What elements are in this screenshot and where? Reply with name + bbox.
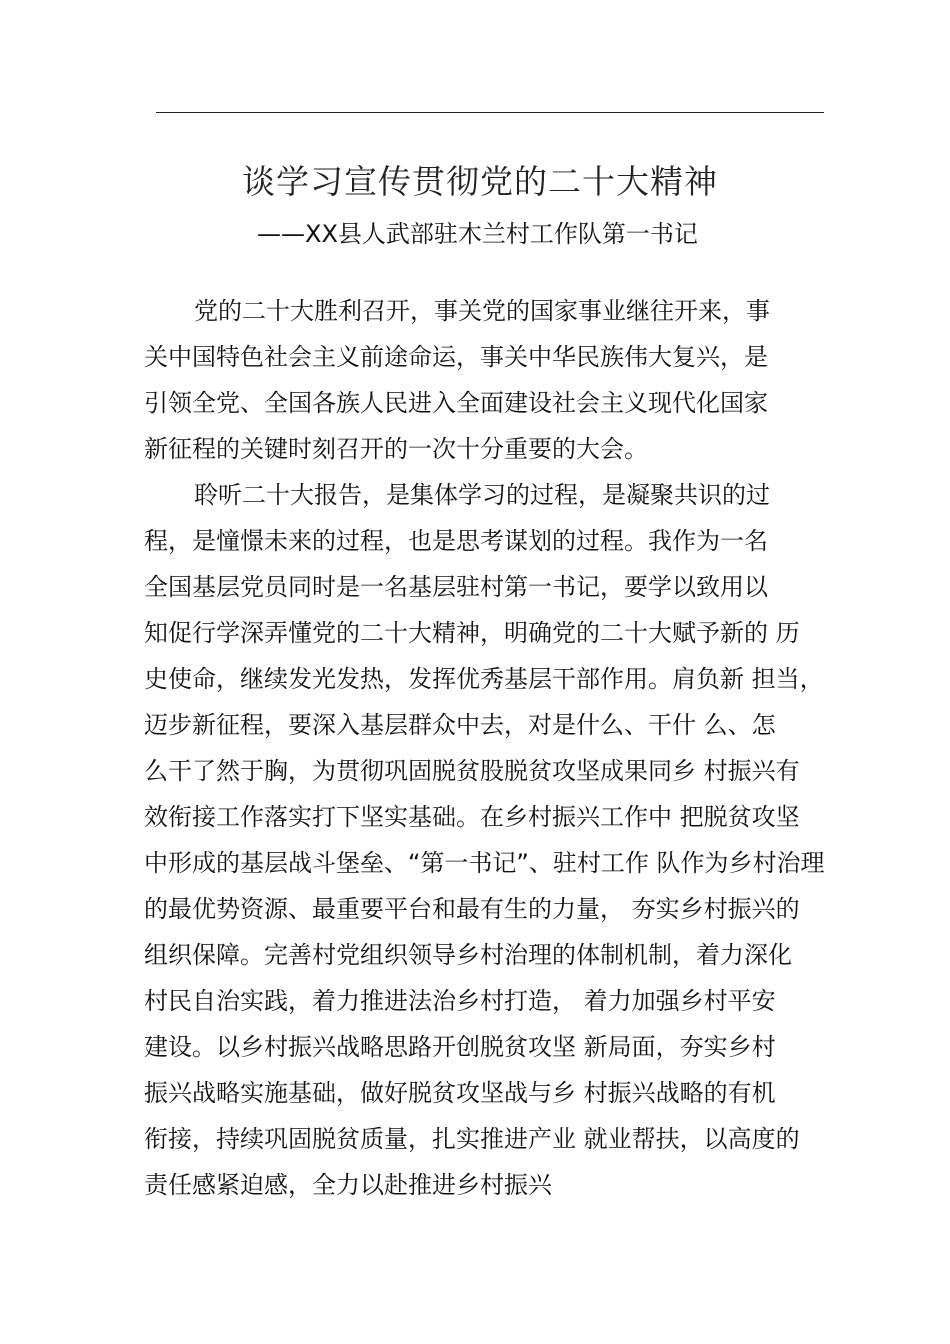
text-line: 关中国特色社会主义前途命运，事关中华民族伟大复兴，是	[144, 343, 768, 371]
text-line: 么干了然于胸，为贯彻巩固脱贫股脱贫攻坚成果同乡 村振兴有	[144, 757, 800, 785]
text-line: 党的二十大胜利召开，事关党的国家事业继往开来，事	[194, 297, 770, 325]
paragraph-2	[144, 472, 844, 1208]
text-line: 知促行学深弄懂党的二十大精神，明确党的二十大赋予新的 历	[144, 619, 800, 647]
text-line: 史使命，继续发光发热，发挥优秀基层干部作用。肩负新 担当，	[144, 665, 824, 693]
text-line: 组织保障。完善村党组织领导乡村治理的体制机制，着力深化	[144, 941, 792, 969]
text-line: 衔接，持续巩固脱贫质量，扎实推进产业 就业帮扶，以高度的	[144, 1125, 800, 1153]
text-line: 效衔接工作落实打下坚实基础。在乡村振兴工作中 把脱贫攻坚	[144, 803, 800, 831]
document-body	[144, 288, 844, 1208]
text-line: 振兴战略实施基础，做好脱贫攻坚战与乡 村振兴战略的有机	[144, 1079, 776, 1107]
document-title: 谈学习宣传贯彻党的二十大精神	[242, 162, 718, 201]
text-line: 全国基层党员同时是一名基层驻村第一书记，要学以致用以	[144, 573, 768, 601]
text-line: 迈步新征程，要深入基层群众中去，对是什么、干什 么、怎	[144, 711, 776, 739]
text-line: 责任感紧迫感，全力以赴推进乡村振兴	[144, 1171, 552, 1199]
text-line: 新征程的关键时刻召开的一次十分重要的大会。	[144, 435, 648, 463]
paragraph-1	[144, 288, 844, 472]
text-line: 程，是憧憬未来的过程，也是思考谋划的过程。我作为一名	[144, 527, 768, 555]
text-line: 建设。以乡村振兴战略思路开创脱贫攻坚 新局面，夯实乡村	[144, 1033, 776, 1061]
text-line: 引领全党、全国各族人民进入全面建设社会主义现代化国家	[144, 389, 768, 417]
document-subtitle: ——XX县人武部驻木兰村工作队第一书记	[257, 220, 698, 248]
text-line: 中形成的基层战斗堡垒、“第一书记”、驻村工作 队作为乡村治理	[144, 849, 825, 877]
text-line: 聆听二十大报告，是集体学习的过程，是凝聚共识的过	[194, 481, 770, 509]
text-line: 村民自治实践，着力推进法治乡村打造， 着力加强乡村平安	[144, 987, 776, 1015]
text-line: 的最优势资源、最重要平台和最有生的力量， 夯实乡村振兴的	[144, 895, 800, 923]
header-rule	[156, 112, 824, 113]
